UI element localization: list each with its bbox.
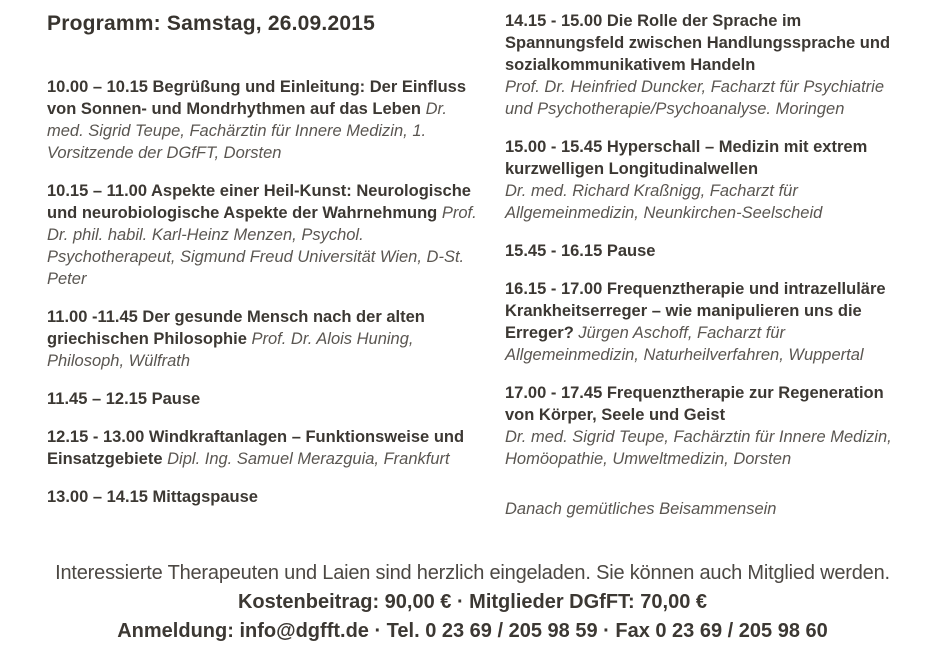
closing-note-text: Danach gemütliches Beisammensein xyxy=(505,500,777,518)
page-title: Programm: Samstag, 26.09.2015 xyxy=(47,12,375,35)
pause-entry xyxy=(47,388,479,410)
session-title: 12.15 - 13.00 Windkraftanlagen – Funktionsweise und Einsatzgebiete xyxy=(47,428,465,468)
session-title: 10.00 – 10.15 Begrüßung und Einleitung: Der Einfluss von Sonnen- und Mondrhythmen auf das Leben xyxy=(47,78,467,118)
page-footer xyxy=(0,558,945,646)
footer-contact: Anmeldung: info@dgfft.de · Tel. 0 23 69 / 205 98 59 · Fax 0 23 69 / 205 98 60 xyxy=(117,620,828,642)
session-title: 16.15 - 17.00 Frequenztherapie und intrazelluläre Krankheitserreger – wie manipulieren uns die Erreger? xyxy=(505,280,886,342)
pause-entry xyxy=(505,240,912,262)
session-speaker: Prof. Dr. Alois Huning, Philosoph, Wülfrath xyxy=(47,330,414,370)
lunch-break-entry xyxy=(47,486,479,508)
footer-fees: Kostenbeitrag: 90,00 € · Mitglieder DGfFT: 70,00 € xyxy=(237,591,707,613)
program-entry xyxy=(47,76,479,164)
session-title: 11.00 -11.45 Der gesunde Mensch nach der alten griechischen Philosophie xyxy=(47,308,425,348)
session-title: 11.45 – 12.15 Pause xyxy=(47,390,201,408)
program-columns xyxy=(47,10,912,536)
session-title: 15.00 - 15.45 Hyperschall – Medizin mit extrem kurzwelligen Longitudinalwellen xyxy=(505,138,868,178)
program-entry xyxy=(505,10,912,120)
session-speaker: Prof. Dr. Heinfried Duncker, Facharzt für Psychiatrie und Psychotherapie/Psychoanalyse. Moringen xyxy=(505,78,885,118)
session-speaker: Jürgen Aschoff, Facharzt für Allgemeinmedizin, Naturheilverfahren, Wuppertal xyxy=(505,324,864,364)
program-entry xyxy=(505,278,912,366)
program-entry xyxy=(47,180,479,290)
session-title: 17.00 - 17.45 Frequenztherapie zur Regeneration von Körper, Seele und Geist xyxy=(505,384,884,424)
session-title: 10.15 – 11.00 Aspekte einer Heil-Kunst: Neurologische und neurobiologische Aspekte der Wahrnehmung xyxy=(47,182,471,222)
session-speaker: Dipl. Ing. Samuel Merazguia, Frankfurt xyxy=(167,450,450,468)
program-entry xyxy=(47,426,479,470)
session-title: 14.15 - 15.00 Die Rolle der Sprache im Spannungsfeld zwischen Handlungssprache und sozialkommunikativem Handeln xyxy=(505,12,891,74)
footer-invitation: Interessierte Therapeuten und Laien sind herzlich eingeladen. Sie können auch Mitglied werden. xyxy=(55,562,890,584)
session-speaker: Prof. Dr. phil. habil. Karl-Heinz Menzen, Psychol. Psychotherapeut, Sigmund Freud Universität Wien, D-St. Peter xyxy=(47,204,477,288)
program-column-right xyxy=(505,10,912,536)
session-speaker: Dr. med. Sigrid Teupe, Fachärztin für Innere Medizin, 1. Vorsitzende der DGfFT, Dorsten xyxy=(47,100,447,162)
program-entry xyxy=(505,382,912,470)
session-speaker: Dr. med. Richard Kraßnigg, Facharzt für Allgemeinmedizin, Neunkirchen-Seelscheid xyxy=(505,182,823,222)
session-title: 13.00 – 14.15 Mittagspause xyxy=(47,488,258,506)
program-column-left xyxy=(47,10,479,524)
program-entry xyxy=(505,136,912,224)
session-speaker: Dr. med. Sigrid Teupe, Fachärztin für Innere Medizin, Homöopathie, Umweltmedizin, Dorsten xyxy=(505,428,892,468)
program-entry xyxy=(47,306,479,372)
session-title: 15.45 - 16.15 Pause xyxy=(505,242,656,260)
closing-note xyxy=(505,498,912,520)
